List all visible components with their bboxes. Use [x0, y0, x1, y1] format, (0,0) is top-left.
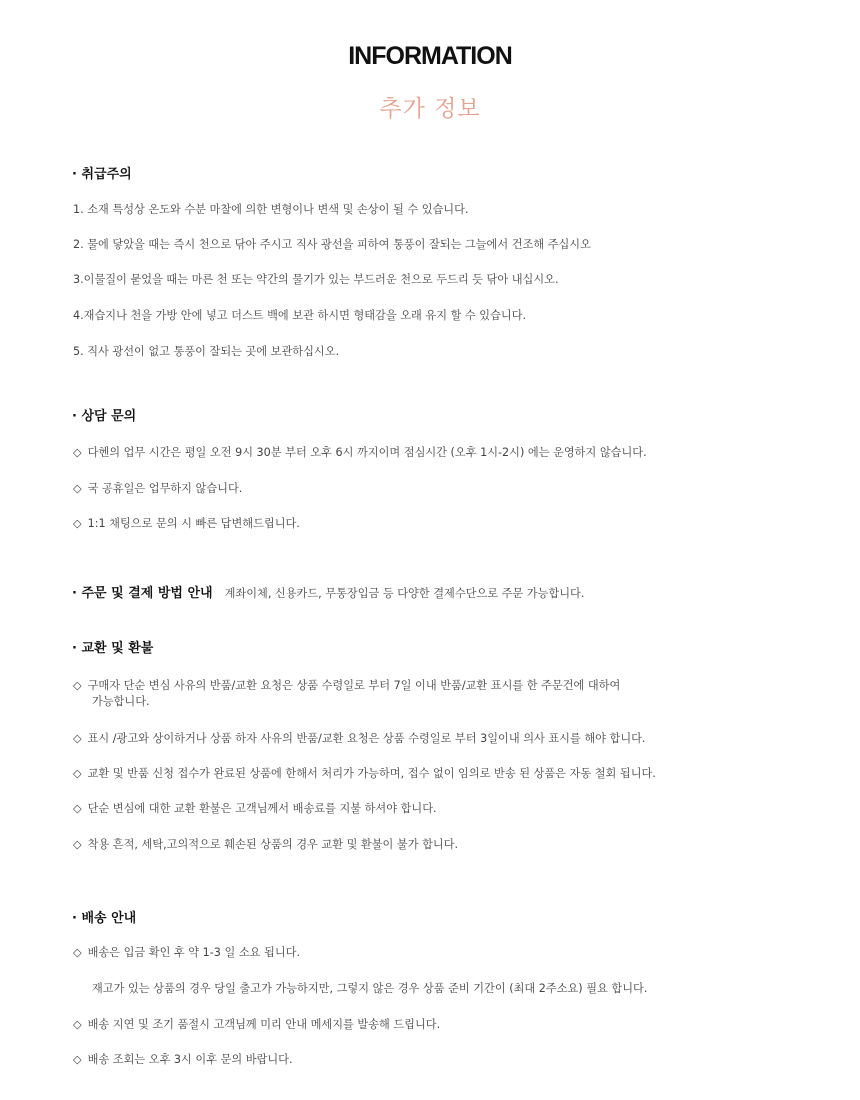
care-item: 4.재습지나 천을 가방 안에 넣고 더스트 백에 보관 하시면 형태감을 오래 유지 할 수 있습니다.: [73, 309, 527, 322]
exchange-item: [73, 730, 646, 746]
shipping-item-text: 배송 조회는 오후 3시 이후 문의 바랍니다.: [87, 1053, 293, 1066]
consult-heading: · 상담 문의: [72, 409, 137, 424]
exchange-item-text: 구매자 단순 변심 사유의 반품/교환 요청은 상품 수령일로 부터 7일 이내 반품/교환 표시를 한 주문건에 대하여: [87, 679, 621, 692]
consult-item-text: 국 공휴일은 업무하지 않습니다.: [87, 482, 243, 495]
care-item: 5. 직사 광선이 없고 통풍이 잘되는 곳에 보관하십시오.: [73, 345, 340, 358]
shipping-heading: · 배송 안내: [72, 911, 137, 926]
diamond-bullet-icon: ◇: [73, 1053, 82, 1066]
shipping-item: [73, 1016, 440, 1032]
consult-item: [73, 515, 300, 531]
diamond-bullet-icon: ◇: [73, 732, 82, 745]
consult-item: [73, 480, 242, 496]
exchange-item: [73, 765, 656, 781]
diamond-bullet-icon: ◇: [73, 767, 82, 780]
consult-item-text: 다헨의 업무 시간은 평일 오전 9시 30분 부터 오후 6시 까지이며 점심시간 (오후 1시-2시) 에는 운영하지 않습니다.: [87, 446, 647, 459]
exchange-item: [73, 677, 620, 693]
care-item: 1. 소재 특성상 온도와 수분 마찰에 의한 변형이나 변색 및 손상이 될 수 있습니다.: [73, 203, 469, 216]
page-subtitle: 추가 정보: [379, 96, 481, 122]
payment-note: 계좌이체, 신용카드, 무통장입금 등 다양한 결제수단으로 주문 가능합니다.: [224, 587, 585, 600]
shipping-item-text: 배송 지연 및 조기 품절시 고객님께 미리 안내 메세지를 발송해 드립니다.: [87, 1018, 441, 1031]
shipping-item-text: 배송은 입금 확인 후 약 1-3 일 소요 됩니다.: [87, 946, 300, 959]
care-item: 2. 물에 닿았을 때는 즉시 천으로 닦아 주시고 직사 광선을 피하여 통풍이 잘되는 그늘에서 건조해 주십시오: [73, 238, 591, 251]
exchange-item-text: 교환 및 반품 신청 접수가 완료된 상품에 한해서 처리가 가능하며, 접수 없이 임의로 반송 된 상품은 자동 철회 됩니다.: [87, 767, 656, 780]
consult-item: [73, 444, 647, 460]
shipping-item-continuation: 재고가 있는 상품의 경우 당일 출고가 가능하지만, 그렇지 않은 경우 상품 준비 기간이 (최대 2주소요) 필요 합니다.: [92, 982, 648, 995]
shipping-item: [73, 1051, 293, 1067]
care-item: 3.이물질이 묻었을 때는 마른 천 또는 약간의 물기가 있는 부드러운 천으로 두드리 듯 닦아 내십시오.: [73, 273, 559, 286]
diamond-bullet-icon: ◇: [73, 517, 82, 530]
diamond-bullet-icon: ◇: [73, 802, 82, 815]
exchange-item-text: 표시 /광고와 상이하거나 상품 하자 사유의 반품/교환 요청은 상품 수령일로 부터 3일이내 의사 표시를 해야 합니다.: [87, 732, 646, 745]
payment-heading-text: · 주문 및 결제 방법 안내: [72, 586, 213, 601]
shipping-item: [73, 944, 300, 960]
diamond-bullet-icon: ◇: [73, 446, 82, 459]
care-heading: · 취급주의: [72, 167, 132, 182]
exchange-item-continuation: 가능합니다.: [92, 695, 150, 708]
page-title: INFORMATION: [348, 42, 512, 70]
exchange-item-text: 단순 변심에 대한 교환 환불은 고객님께서 배송료를 지불 하셔야 합니다.: [87, 802, 437, 815]
exchange-item: [73, 836, 458, 852]
payment-heading: [72, 582, 584, 601]
exchange-heading: · 교환 및 환불: [72, 641, 154, 656]
exchange-item-text: 착용 흔적, 세탁,고의적으로 훼손된 상품의 경우 교환 및 환불이 불가 합니다.: [87, 838, 459, 851]
diamond-bullet-icon: ◇: [73, 482, 82, 495]
consult-item-text: 1:1 채팅으로 문의 시 빠른 답변해드립니다.: [87, 517, 300, 530]
exchange-item: [73, 800, 437, 816]
diamond-bullet-icon: ◇: [73, 838, 82, 851]
diamond-bullet-icon: ◇: [73, 946, 82, 959]
diamond-bullet-icon: ◇: [73, 1018, 82, 1031]
diamond-bullet-icon: ◇: [73, 679, 82, 692]
